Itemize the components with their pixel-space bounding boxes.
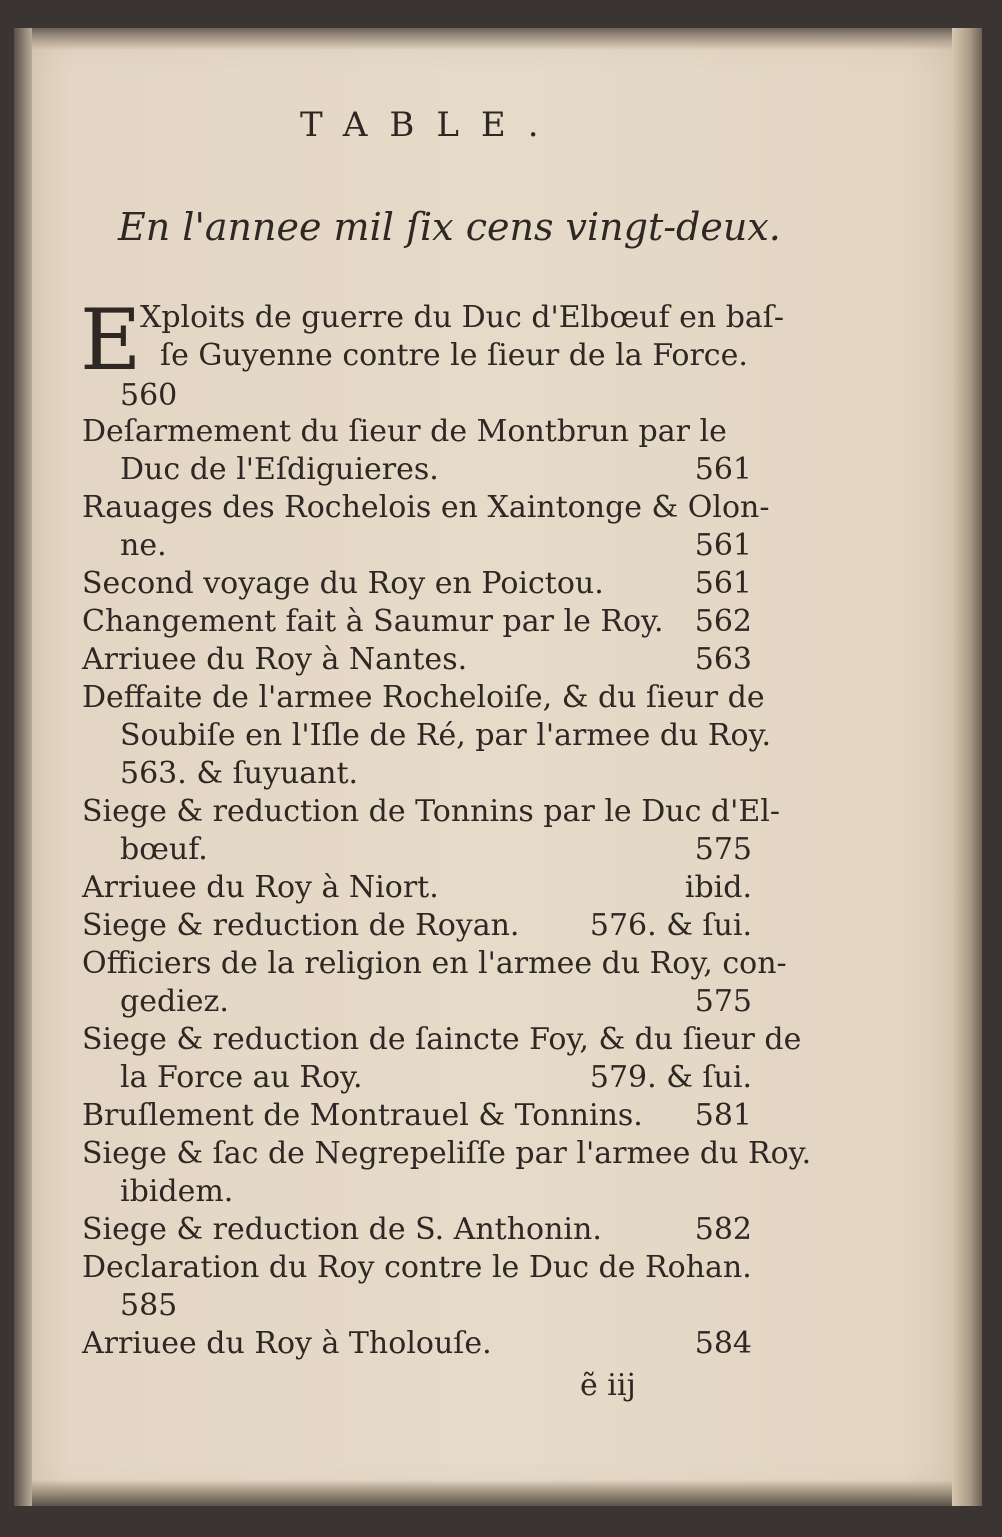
- toc-line: Arriuee du Roy à Nantes. 563: [82, 642, 752, 677]
- toc-line: Arriuee du Roy à Tholouſe. 584: [82, 1326, 752, 1361]
- toc-line: Bruſlement de Montrauel & Tonnins. 581: [82, 1098, 752, 1133]
- toc-line: Siege & reduction de ſaincte Foy, & du ſieur de: [82, 1022, 802, 1057]
- toc-line: bœuf. 575: [120, 832, 752, 867]
- toc-line: Changement fait à Saumur par le Roy. 562: [82, 604, 752, 639]
- toc-line: ibidem.: [120, 1174, 234, 1209]
- toc-line: Rauages des Rochelois en Xaintonge & Olon-: [82, 490, 770, 525]
- toc-line: Xploits de guerre du Duc d'Elbœuf en baſ-: [140, 300, 785, 335]
- toc-line: Siege & ſac de Negrepeliſſe par l'armee du Roy.: [82, 1136, 812, 1171]
- toc-line: ſe Guyenne contre le ſieur de la Force.: [160, 338, 748, 373]
- toc-line: Officiers de la religion en l'armee du Roy, con-: [82, 946, 787, 981]
- toc-line: ne. 561: [120, 528, 752, 563]
- toc-line: Soubiſe en l'Iſle de Ré, par l'armee du Roy.: [120, 718, 772, 753]
- toc-line: la Force au Roy. 579. & ſui.: [120, 1060, 752, 1095]
- section-title: En l'annee mil ſix cens vingt-deux.: [118, 205, 781, 249]
- toc-line: Siege & reduction de Royan. 576. & ſui.: [82, 908, 752, 943]
- drop-capital: E: [80, 291, 142, 389]
- toc-line: Siege & reduction de S. Anthonin. 582: [82, 1212, 752, 1247]
- toc-line: Arriuee du Roy à Niort. ibid.: [82, 870, 752, 905]
- toc-line: 563. & ſuyuant.: [120, 756, 359, 791]
- toc-line: Siege & reduction de Tonnins par le Duc d'El-: [82, 794, 780, 829]
- toc-line: Second voyage du Roy en Poictou. 561: [82, 566, 752, 601]
- toc-line: gediez. 575: [120, 984, 752, 1019]
- toc-line: Declaration du Roy contre le Duc de Rohan.: [82, 1250, 752, 1285]
- toc-line: Deſarmement du ſieur de Montbrun par le: [82, 414, 727, 449]
- toc-line: Duc de l'Eſdiguieres. 561: [120, 452, 752, 487]
- toc-line: 585: [120, 1288, 178, 1323]
- signature-mark: ẽ iij: [580, 1368, 636, 1403]
- toc-line: 560: [120, 378, 178, 413]
- toc-line: Deffaite de l'armee Rocheloiſe, & du ſieur de: [82, 680, 765, 715]
- page-header: TABLE.: [300, 105, 561, 145]
